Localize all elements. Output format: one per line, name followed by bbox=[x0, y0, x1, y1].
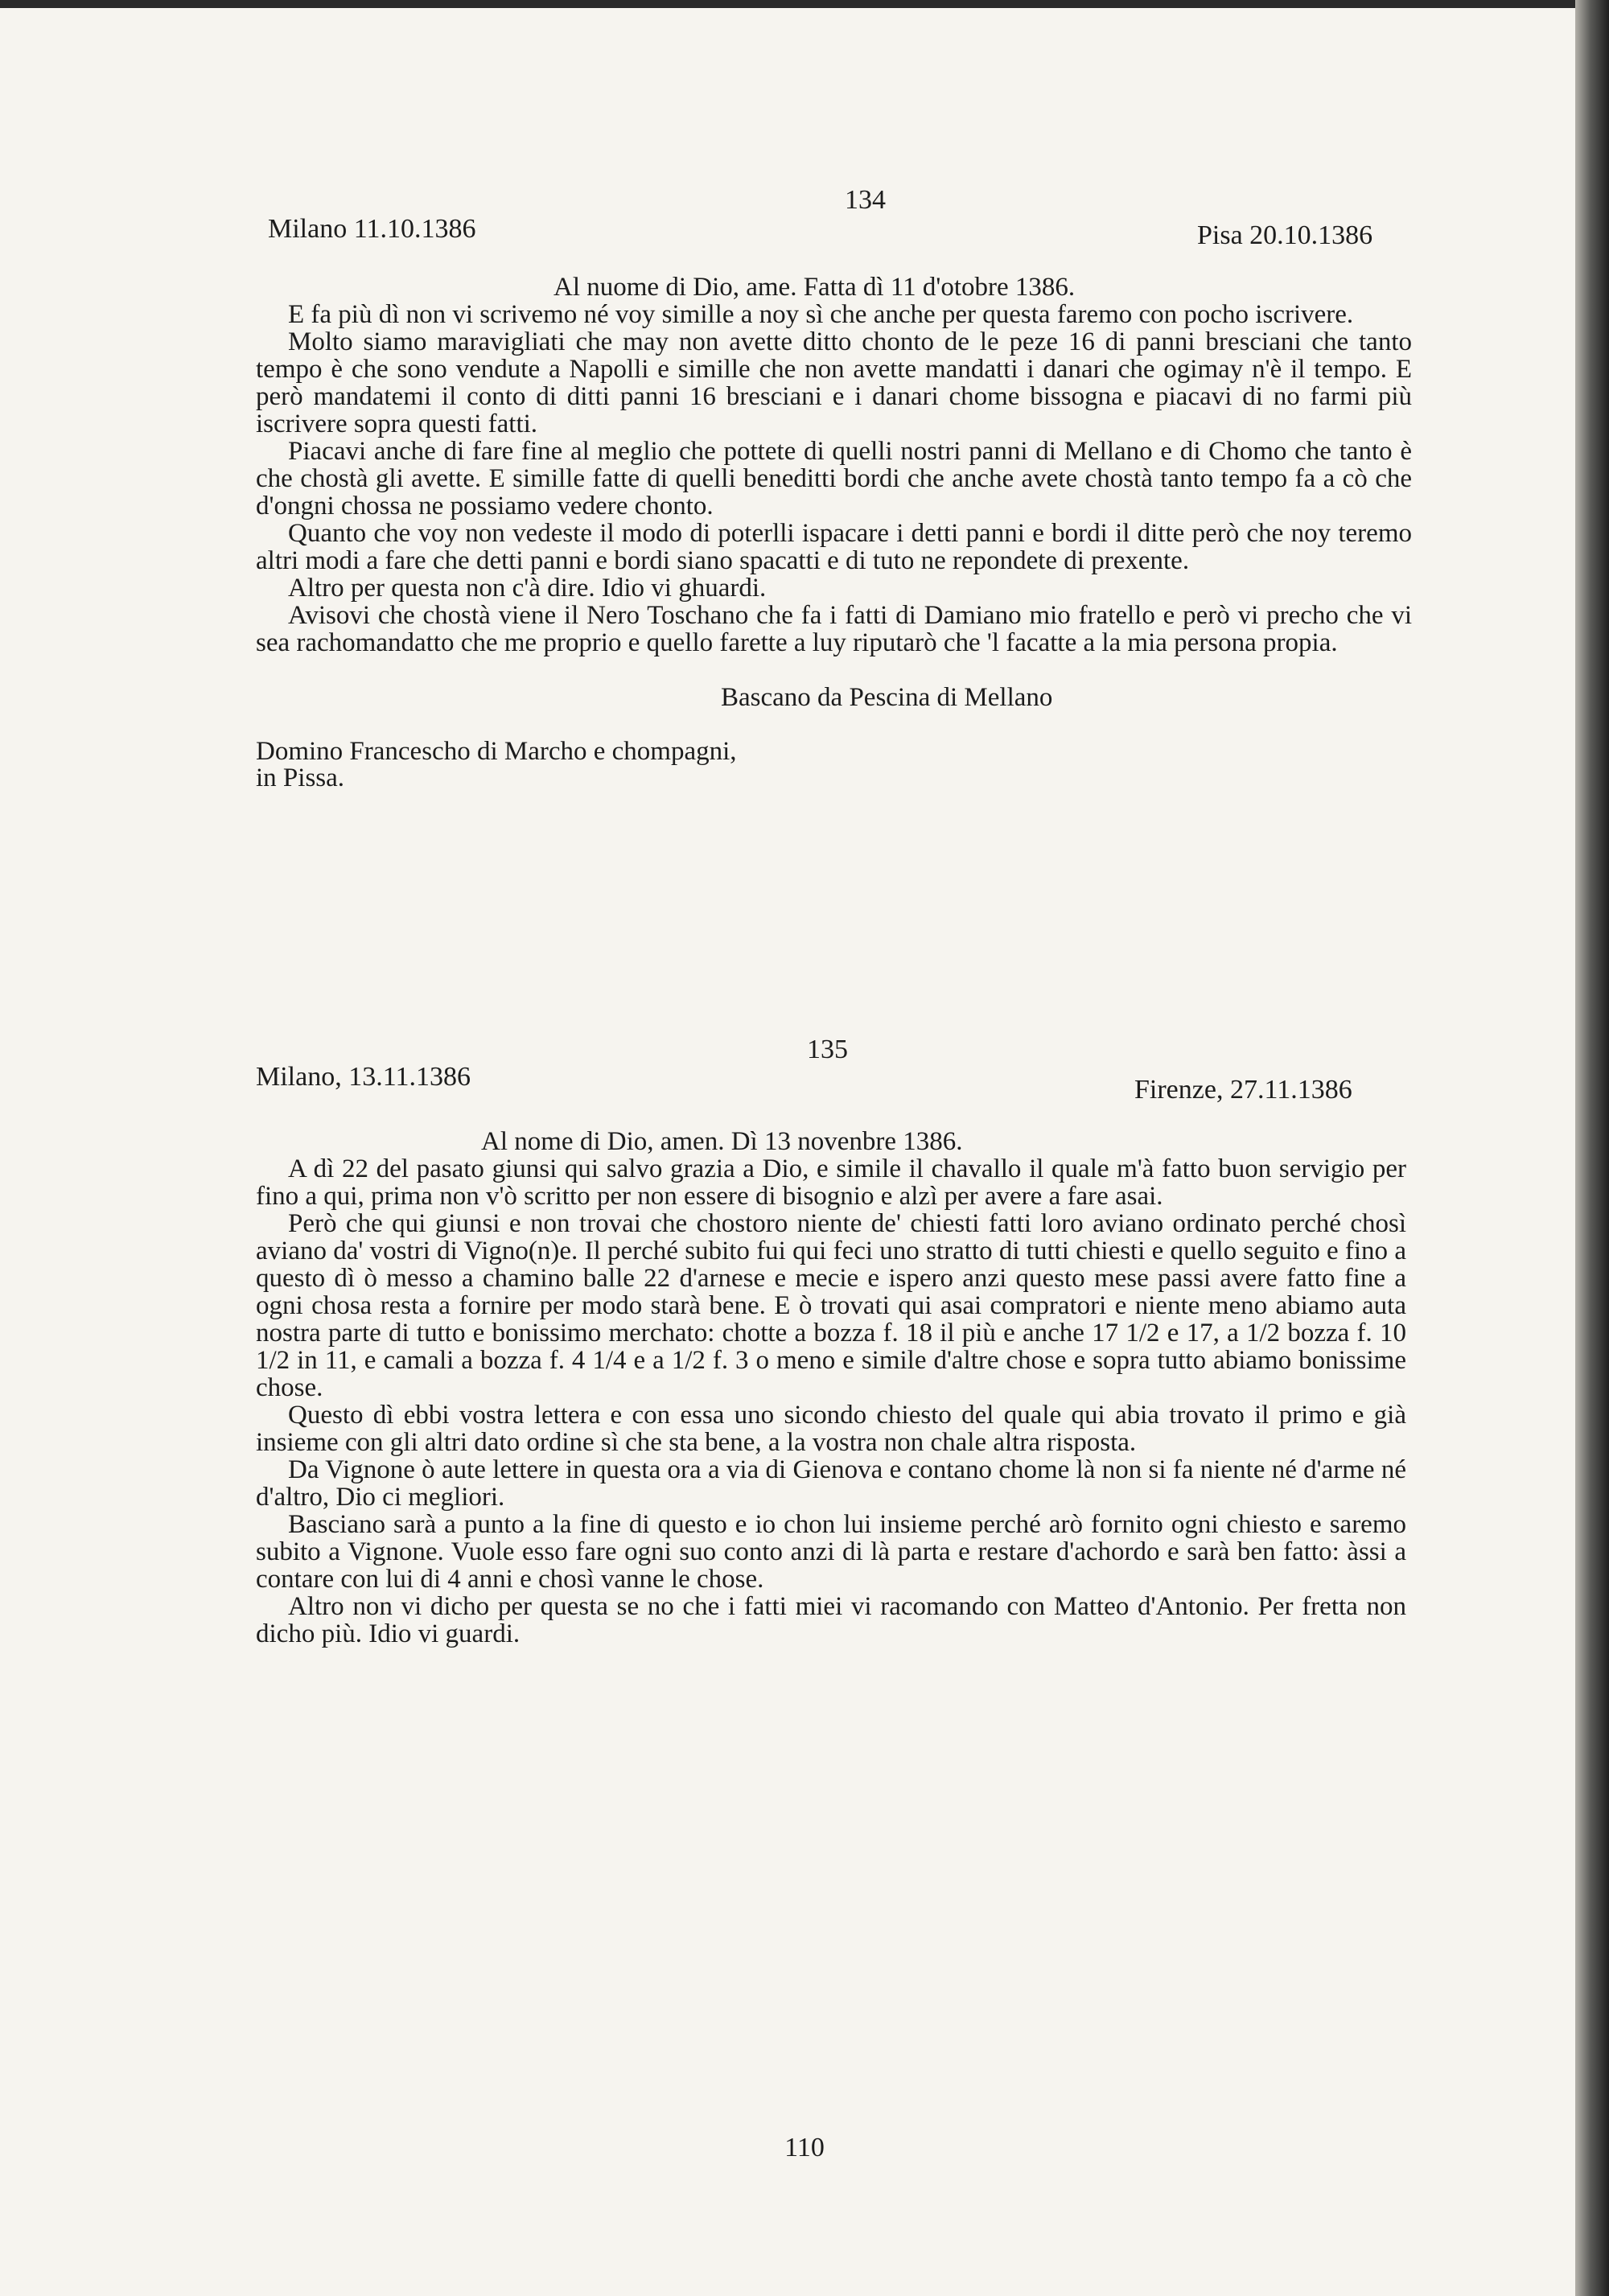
paragraph: A dì 22 del pasato giunsi qui salvo grazia a Dio, e simile il chavallo il quale m'à fatto buon servigio per fino a qui, prima non v'ò scritto per non essere di bisognio e alzì per avere a fare asai. bbox=[256, 1154, 1406, 1211]
letter-destination: Pisa 20.10.1386 bbox=[1197, 220, 1373, 250]
page-number: 110 bbox=[784, 2133, 825, 2162]
letter-destination: Firenze, 27.11.1386 bbox=[1134, 1075, 1352, 1105]
letter-body bbox=[256, 1128, 1406, 1648]
paragraph: E fa più dì non vi scrivemo né voy simille a noy sì che anche per questa faremo con pocho iscrivere. bbox=[288, 300, 1354, 329]
paragraph: Altro non vi dicho per questa se no che i fatti miei vi racomando con Matteo d'Antonio. Per fretta non dicho più. Idio vi guardi. bbox=[256, 1592, 1406, 1648]
letter-number: 134 bbox=[845, 185, 886, 215]
page-top-edge bbox=[0, 0, 1609, 8]
paragraph: Da Vignone ò aute lettere in questa ora a via di Gienova e contano chome là non si fa niente né d'arme né d'altro, Dio ci megliori. bbox=[256, 1455, 1406, 1512]
paragraph: Piacavi anche di fare fine al meglio che pottete di quelli nostri panni di Mellano e di Chomo che tanto è che chostà gli avette. E simille fatte di quelli beneditti bordi che anche avete chostà tanto tempo fa a cò che d'ongni chossa ne possiamo vedere chonto. bbox=[256, 437, 1412, 521]
paragraph: Avisovi che chostà viene il Nero Toschano che fa i fatti di Damiano mio fratello e però vi precho che vi sea rachomandatto che me proprio e quello farette a luy riputarò che 'l facatte a la mia persona propia. bbox=[256, 601, 1412, 657]
letter-address bbox=[256, 739, 1412, 792]
address-line: Domino Francescho di Marcho e chompagni, bbox=[256, 737, 737, 766]
letter-body bbox=[256, 274, 1412, 792]
letter-origin: Milano, 13.11.1386 bbox=[256, 1062, 471, 1092]
paragraph: Quanto che voy non vedeste il modo di poterlli ispacare i detti panni e bordi il ditte però che noy teremo altri modi a fare che detti panni e bordi siano spacatti e di tuto ne repondete di prexente. bbox=[256, 519, 1412, 575]
letter-origin: Milano 11.10.1386 bbox=[268, 214, 476, 244]
letter-salutation: Al nome di Dio, amen. Dì 13 novenbre 1386. bbox=[481, 1127, 963, 1156]
letter-number: 135 bbox=[807, 1035, 848, 1064]
book-spine bbox=[1575, 0, 1609, 2296]
paragraph: Basciano sarà a punto a la fine di questo e io chon lui insieme perché arò fornito ogni chiesto e saremo subito a Vignone. Vuole esso fare ogni suo conto anzi di là parta e restare d'achordo e sarà ben fatto: àssi a contare con lui di 4 anni e chosì vanne le chose. bbox=[256, 1510, 1406, 1594]
paragraph: Questo dì ebbi vostra lettera e con essa uno sicondo chiesto del quale qui abia trovato il primo e già insieme con gli altri dato ordine sì che sta bene, a la vostra non chale altra risposta. bbox=[256, 1401, 1406, 1457]
paragraph: Altro per questa non c'à dire. Idio vi ghuardi. bbox=[288, 574, 767, 603]
paragraph: Molto siamo maravigliati che may non avette ditto chonto de le peze 16 di panni bresciani che tanto tempo è che sono vendute a Napolli e simille che non avette mandatti i danari che ogimay n'è il tempo. E però mandatemi il conto di ditti panni 16 bresciani e i danari chome bissogna e piacavi di no farmi più iscrivere sopra questi fatti. bbox=[256, 327, 1412, 438]
paragraph: Però che qui giunsi e non trovai che chostoro niente de' chiesti fatti loro aviano ordinato perché chosì aviano da' vostri di Vigno(n)e. Il perché subito fui qui feci uno stratto di tutti chiesti e quello seguito e fino a questo dì ò messo a chamino balle 22 d'arnese e mecie e ispero anzi questo mese passi avere fatto fine a ogni chosa resta a fornire per modo starà bene. E ò trovati qui asai compratori e niente meno abiamo auta nostra parte di tutto e bonissimo merchato: chotte a bozza f. 18 il più e anche 17 1/2 e 17, a 1/2 bozza f. 10 1/2 in 11, e camali a bozza f. 4 1/4 e a 1/2 f. 3 o meno e simile d'altre chose e sopra tutto abiamo bonissime chose. bbox=[256, 1209, 1406, 1402]
letter-salutation: Al nuome di Dio, ame. Fatta dì 11 d'otobre 1386. bbox=[553, 273, 1076, 302]
letter-signature: Bascano da Pescina di Mellano bbox=[721, 683, 1053, 712]
address-line: in Pissa. bbox=[256, 763, 345, 792]
